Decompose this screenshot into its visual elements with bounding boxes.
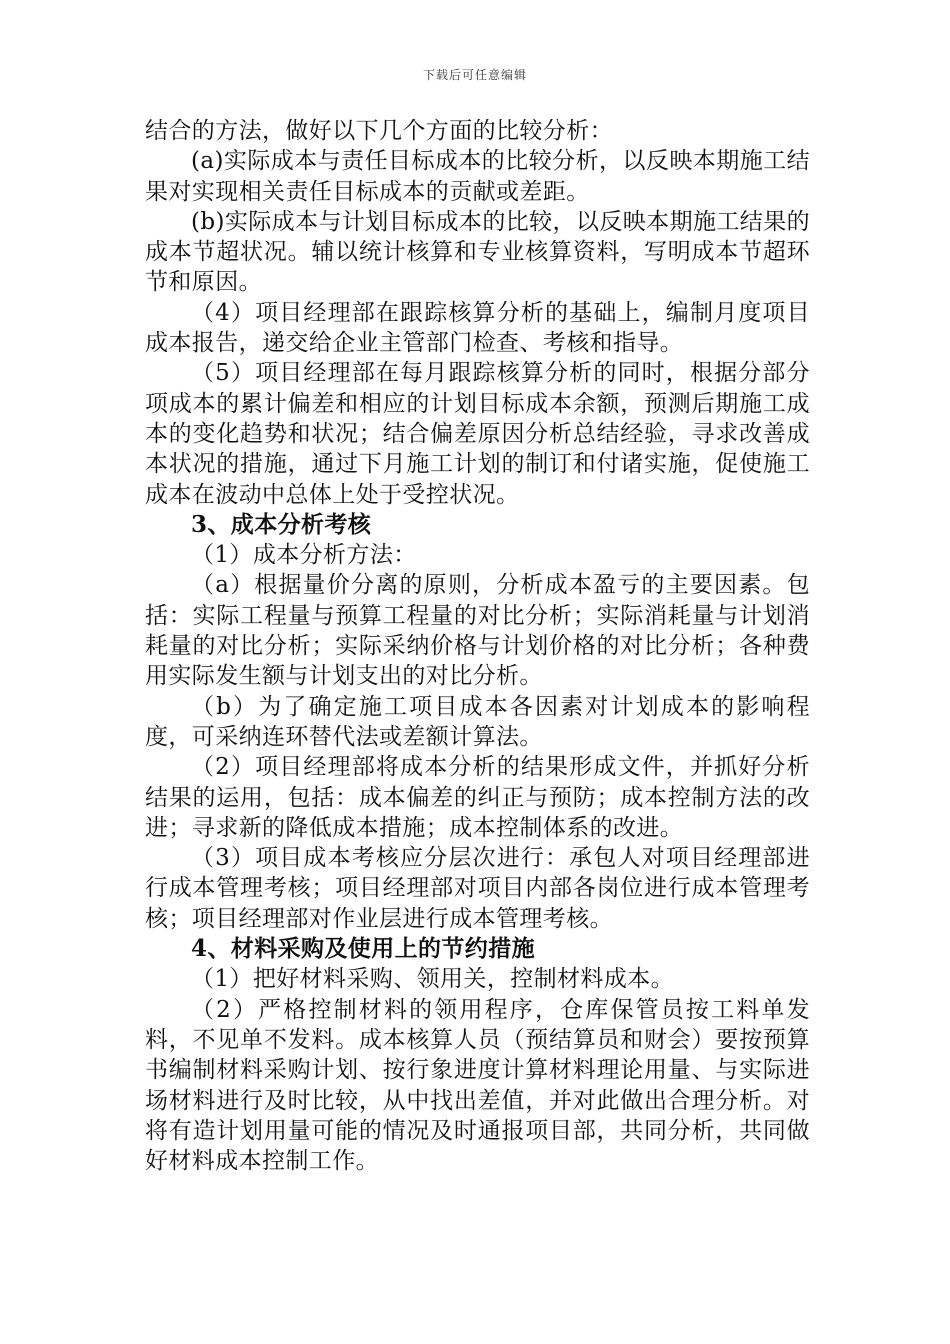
header-note: 下载后可任意编辑 bbox=[422, 68, 527, 82]
paragraph-method-1: （1）成本分析方法： bbox=[191, 542, 417, 569]
section-heading-3: 3、成本分析考核 bbox=[191, 510, 372, 538]
paragraph-item-b: (b)实际成本与计划目标成本的比较，以反映本期施工结果的成本节超状况。辅以统计核算和专业核算资料，写明成本节超环节和原因。 bbox=[145, 208, 810, 296]
paragraph-method-b: （b）为了确定施工项目成本各因素对计划成本的影响程度，可采纳连环替代法或差额计算法。 bbox=[145, 693, 810, 750]
paragraph-item-5: （5）项目经理部在每月跟踪核算分析的同时，根据分部分项成本的累计偏差和相应的计划目标成本余额，预测后期施工成本的变化趋势和状况；结合偏差原因分析总结经验，寻求改善成本状况的措施，通过下月施工计划的制订和付诸实施，促使施工成本在波动中总体上处于受控状况。 bbox=[145, 360, 810, 508]
paragraph-material-1: （1）把好材料采购、领用关，控制材料成本。 bbox=[191, 966, 675, 993]
paragraph-continuation: 结合的方法，做好以下几个方面的比较分析： bbox=[145, 118, 613, 144]
paragraph-material-2: （2）严格控制材料的领用程序，仓库保管员按工料单发料，不见单不发料。成本核算人员（预结算员和财会）要按预算书编制材料采购计划、按行象进度计算材料理论用量、与实际进场材料进行及时比较，从中找出差值，并对此做出合理分析。对将有造计划用量可能的情况及时通报项目部，共同分析，共同做好材料成本控制工作。 bbox=[145, 996, 810, 1175]
section-heading-4: 4、材料采购及使用上的节约措施 bbox=[191, 935, 536, 963]
paragraph-item-4: （4）项目经理部在跟踪核算分析的基础上，编制月度项目成本报告，递交给企业主管部门检查、考核和指导。 bbox=[145, 299, 810, 357]
paragraph-item-a: (a)实际成本与责任目标成本的比较分析，以反映本期施工结果对实现相关责任目标成本的贡献或差距。 bbox=[145, 148, 810, 205]
paragraph-method-2: （2）项目经理部将成本分析的结果形成文件，并抓好分析结果的运用，包括：成本偏差的纠正与预防；成本控制方法的改进；寻求新的降低成本措施；成本控制体系的改进。 bbox=[145, 754, 810, 841]
paragraph-method-a: （a）根据量价分离的原则，分析成本盈亏的主要因素。包括：实际工程量与预算工程量的对比分析；实际消耗量与计划消耗量的对比分析；实际采纳价格与计划价格的对比分析；各种费用实际发生额与计划支出的对比分析。 bbox=[145, 572, 810, 690]
paragraph-method-3: （3）项目成本考核应分层次进行：承包人对项目经理部进行成本管理考核；项目经理部对项目内部各岗位进行成本管理考核；项目经理部对作业层进行成本管理考核。 bbox=[145, 845, 810, 932]
document-body bbox=[145, 116, 810, 1176]
